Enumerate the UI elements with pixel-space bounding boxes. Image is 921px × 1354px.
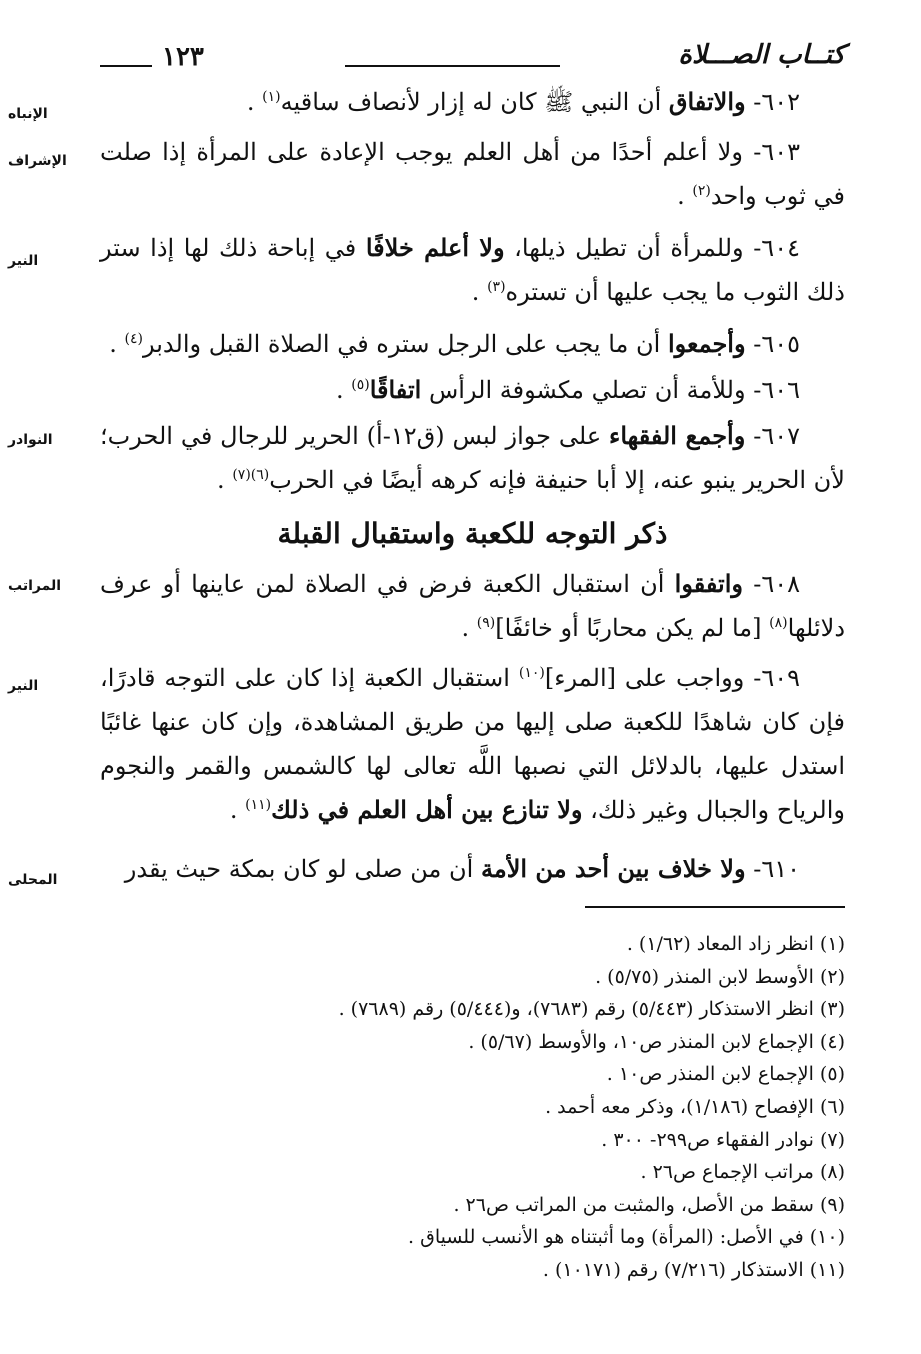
paragraph-text: وللمرأة أن تطيل ذيلها، — [514, 234, 744, 262]
consensus-phrase: ولا أعلم خلافًا — [365, 233, 505, 262]
page-number: ١٢٣ — [162, 42, 204, 72]
source-ref-inbah: الإنباه — [8, 106, 48, 122]
item-number: ٦٠٣- — [753, 138, 800, 166]
paragraph-604: ٦٠٤- وللمرأة أن تطيل ذيلها، ولا أعلم خلافًا في إباحة ذلك لها إذا ستر ذلك الثوب ما يجب عليها أن تستره$^{(٣)}$ . — [100, 233, 845, 306]
paragraph-text: ولا أعلم أحدًا من أهل العلم يوجب الإعادة على المرأة إذا صلت في ثوب واحد — [100, 138, 845, 210]
bracketed-addition: [ما لم يكن محاربًا أو خائفًا] — [495, 614, 762, 642]
footnote-item: (٢) الأوسط لابن المنذر (٥/٧٥) . — [595, 965, 845, 988]
paragraph-603: ٦٠٣- ولا أعلم أحدًا من أهل العلم يوجب الإعادة على المرأة إذا صلت في ثوب واحد$^{(٢)}$ . — [100, 138, 845, 210]
page-header — [100, 36, 845, 76]
source-ref-nayyir-2: النير — [8, 678, 39, 694]
item-number: ٦٠٧- — [753, 422, 800, 450]
footnote-marker: (١١) — [245, 797, 272, 813]
header-rule — [345, 65, 560, 67]
consensus-phrase: ولا خلاف بين أحد من الأمة — [480, 854, 746, 883]
consensus-phrase: واتفقوا — [674, 569, 743, 598]
section-title: ذكر التوجه للكعبة واستقبال القبلة — [277, 517, 668, 550]
paragraph-609: ٦٠٩- وواجب على [المرء]$^{(١٠)}$ استقبال الكعبة إذا كان على التوجه قادرًا، فإن كان شاهدًا للكعبة صلى إليها من طريق المشاهدة، وإن كان عنها غائبًا استدل عليها، بالدلائل التي نصبها اللَّه تعالى لها كالشمس والقمر والنجوم والرياح والجبال وغير ذلك، ولا تنازع بين أهل العلم في ذلك$^{(١١)}$ . — [100, 664, 845, 824]
paragraph-text: أن ما يجب على الرجل ستره في الصلاة القبل والدبر — [142, 330, 661, 358]
paragraph-610 — [100, 847, 845, 891]
footnote-item: (٨) مراتب الإجماع ص٢٦ . — [640, 1161, 845, 1184]
footnote-marker: (٥) — [351, 377, 370, 393]
footnote-marker: (٢) — [692, 183, 711, 199]
paragraph-text: أن النبي ﷺ كان له إزار لأنصاف ساقيه — [280, 88, 662, 116]
footnote-marker: (٦)(٧) — [232, 467, 270, 483]
footnote-item: (٩) سقط من الأصل، والمثبت من المراتب ص٢٦ . — [453, 1193, 845, 1216]
paragraph-606: ٦٠٦- وللأمة أن تصلي مكشوفة الرأس اتفاقًا$^{(٥)}$ . — [335, 375, 800, 404]
footnote-item: (٥) الإجماع لابن المنذر ص١٠ . — [606, 1063, 845, 1086]
paragraph-text: على جواز لبس (ق١٢-أ) الحرير للرجال في الحرب؛ لأن الحرير ينبو عنه، إلا أبا حنيفة فإنه كرهه أيضًا في الحرب — [100, 422, 845, 494]
item-number: ٦١٠- — [753, 855, 800, 883]
source-ref-nawadir: النوادر — [8, 432, 53, 448]
paragraph-text: في إباحة ذلك لها إذا ستر ذلك الثوب ما يجب عليها أن تستره — [100, 234, 845, 306]
paragraph-607: ٦٠٧- وأجمع الفقهاء على جواز لبس (ق١٢-أ) الحرير للرجال في الحرب؛ لأن الحرير ينبو عنه، إلا أبا حنيفة فإنه كرهه أيضًا في الحرب$^{(٦)(٧)}$ . — [100, 421, 845, 494]
consensus-phrase: والاتفاق — [668, 87, 746, 116]
consensus-phrase: وأجمع الفقهاء — [609, 421, 746, 450]
item-number: ٦٠٤- — [753, 234, 800, 262]
footnote-marker: (٨) — [769, 615, 788, 631]
consensus-phrase: وأجمعوا — [667, 329, 746, 358]
item-number: ٦٠٨- — [753, 570, 800, 598]
footnote-item: (٦) الإفصاح (١/١٨٦)، وذكر معه أحمد . — [545, 1095, 845, 1118]
paragraph-text: استقبال الكعبة إذا كان على التوجه قادرًا، فإن كان شاهدًا للكعبة صلى إليها من طريق المشاهدة، وإن كان عنها غائبًا استدل عليها، بالدلائل التي نصبها اللَّه تعالى لها كالشمس والقمر والنجوم والرياح والجبال وغير ذلك، — [100, 664, 845, 824]
paragraph-608: ٦٠٨- واتفقوا أن استقبال الكعبة فرض في الصلاة لمن عاينها أو عرف دلائلها$^{(٨)}$ [ما لم يكن محاربًا أو خائفًا]$^{(٩)}$ . — [100, 569, 845, 642]
header-rule-short — [100, 65, 152, 67]
paragraph-text: أن من صلى لو كان بمكة حيث يقدر — [124, 855, 474, 883]
source-ref-nayyir: النير — [8, 253, 39, 269]
source-ref-muhalla: المحلى — [8, 872, 58, 888]
item-number: ٦٠٢- — [753, 88, 800, 116]
footnote-marker: (١) — [262, 89, 281, 105]
footnotes — [100, 928, 845, 1287]
footnote-item: (٣) انظر الاستذكار (٥/٤٤٣) رقم (٧٦٨٣)، و(٥/٤٤٤) رقم (٧٦٨٩) . — [338, 998, 845, 1021]
paragraph-602: ٦٠٢- والاتفاق أن النبي ﷺ كان له إزار لأنصاف ساقيه$^{(١)}$ . — [246, 87, 800, 116]
footnote-marker: (٩) — [476, 615, 496, 631]
consensus-phrase: ولا تنازع بين أهل العلم في ذلك — [271, 795, 583, 824]
item-number: ٦٠٥- — [753, 330, 800, 358]
paragraph-text: أن استقبال الكعبة فرض في الصلاة لمن عاينها أو عرف دلائلها — [100, 570, 845, 642]
footnote-item: (١٠) في الأصل: (المرأة) وما أثبتناه هو الأنسب للسياق . — [408, 1226, 845, 1249]
item-number: ٦٠٦- — [753, 376, 800, 404]
footnote-marker: (١٠) — [518, 665, 545, 681]
source-ref-maratib: المراتب — [8, 578, 62, 594]
paragraph-text: وواجب على [المرء] — [544, 664, 745, 692]
footnote-item: (١١) الاستذكار (٧/٢١٦) رقم (١٠١٧١) . — [542, 1258, 845, 1281]
footnote-item: (١) انظر زاد المعاد (١/٦٢) . — [626, 933, 845, 955]
book-title: كتــاب الصـــلاة — [678, 40, 845, 70]
footnote-item: (٧) نوادر الفقهاء ص٢٩٩- ٣٠٠ . — [601, 1128, 845, 1151]
footnote-separator — [585, 906, 845, 908]
footnote-marker: (٣) — [487, 279, 506, 295]
footnote-marker: (٤) — [124, 331, 143, 347]
footnote-item: (٤) الإجماع لابن المنذر ص١٠، والأوسط (٥/٦٧) . — [468, 1030, 845, 1053]
paragraph-text: وللأمة أن تصلي مكشوفة الرأس — [428, 376, 746, 404]
paragraph-605: ٦٠٥- وأجمعوا أن ما يجب على الرجل ستره في الصلاة القبل والدبر$^{(٤)}$ . — [109, 329, 800, 358]
item-number: ٦٠٩- — [753, 664, 800, 692]
source-ref-ishraf: الإشراف — [8, 153, 67, 169]
consensus-phrase: اتفاقًا — [369, 375, 422, 404]
